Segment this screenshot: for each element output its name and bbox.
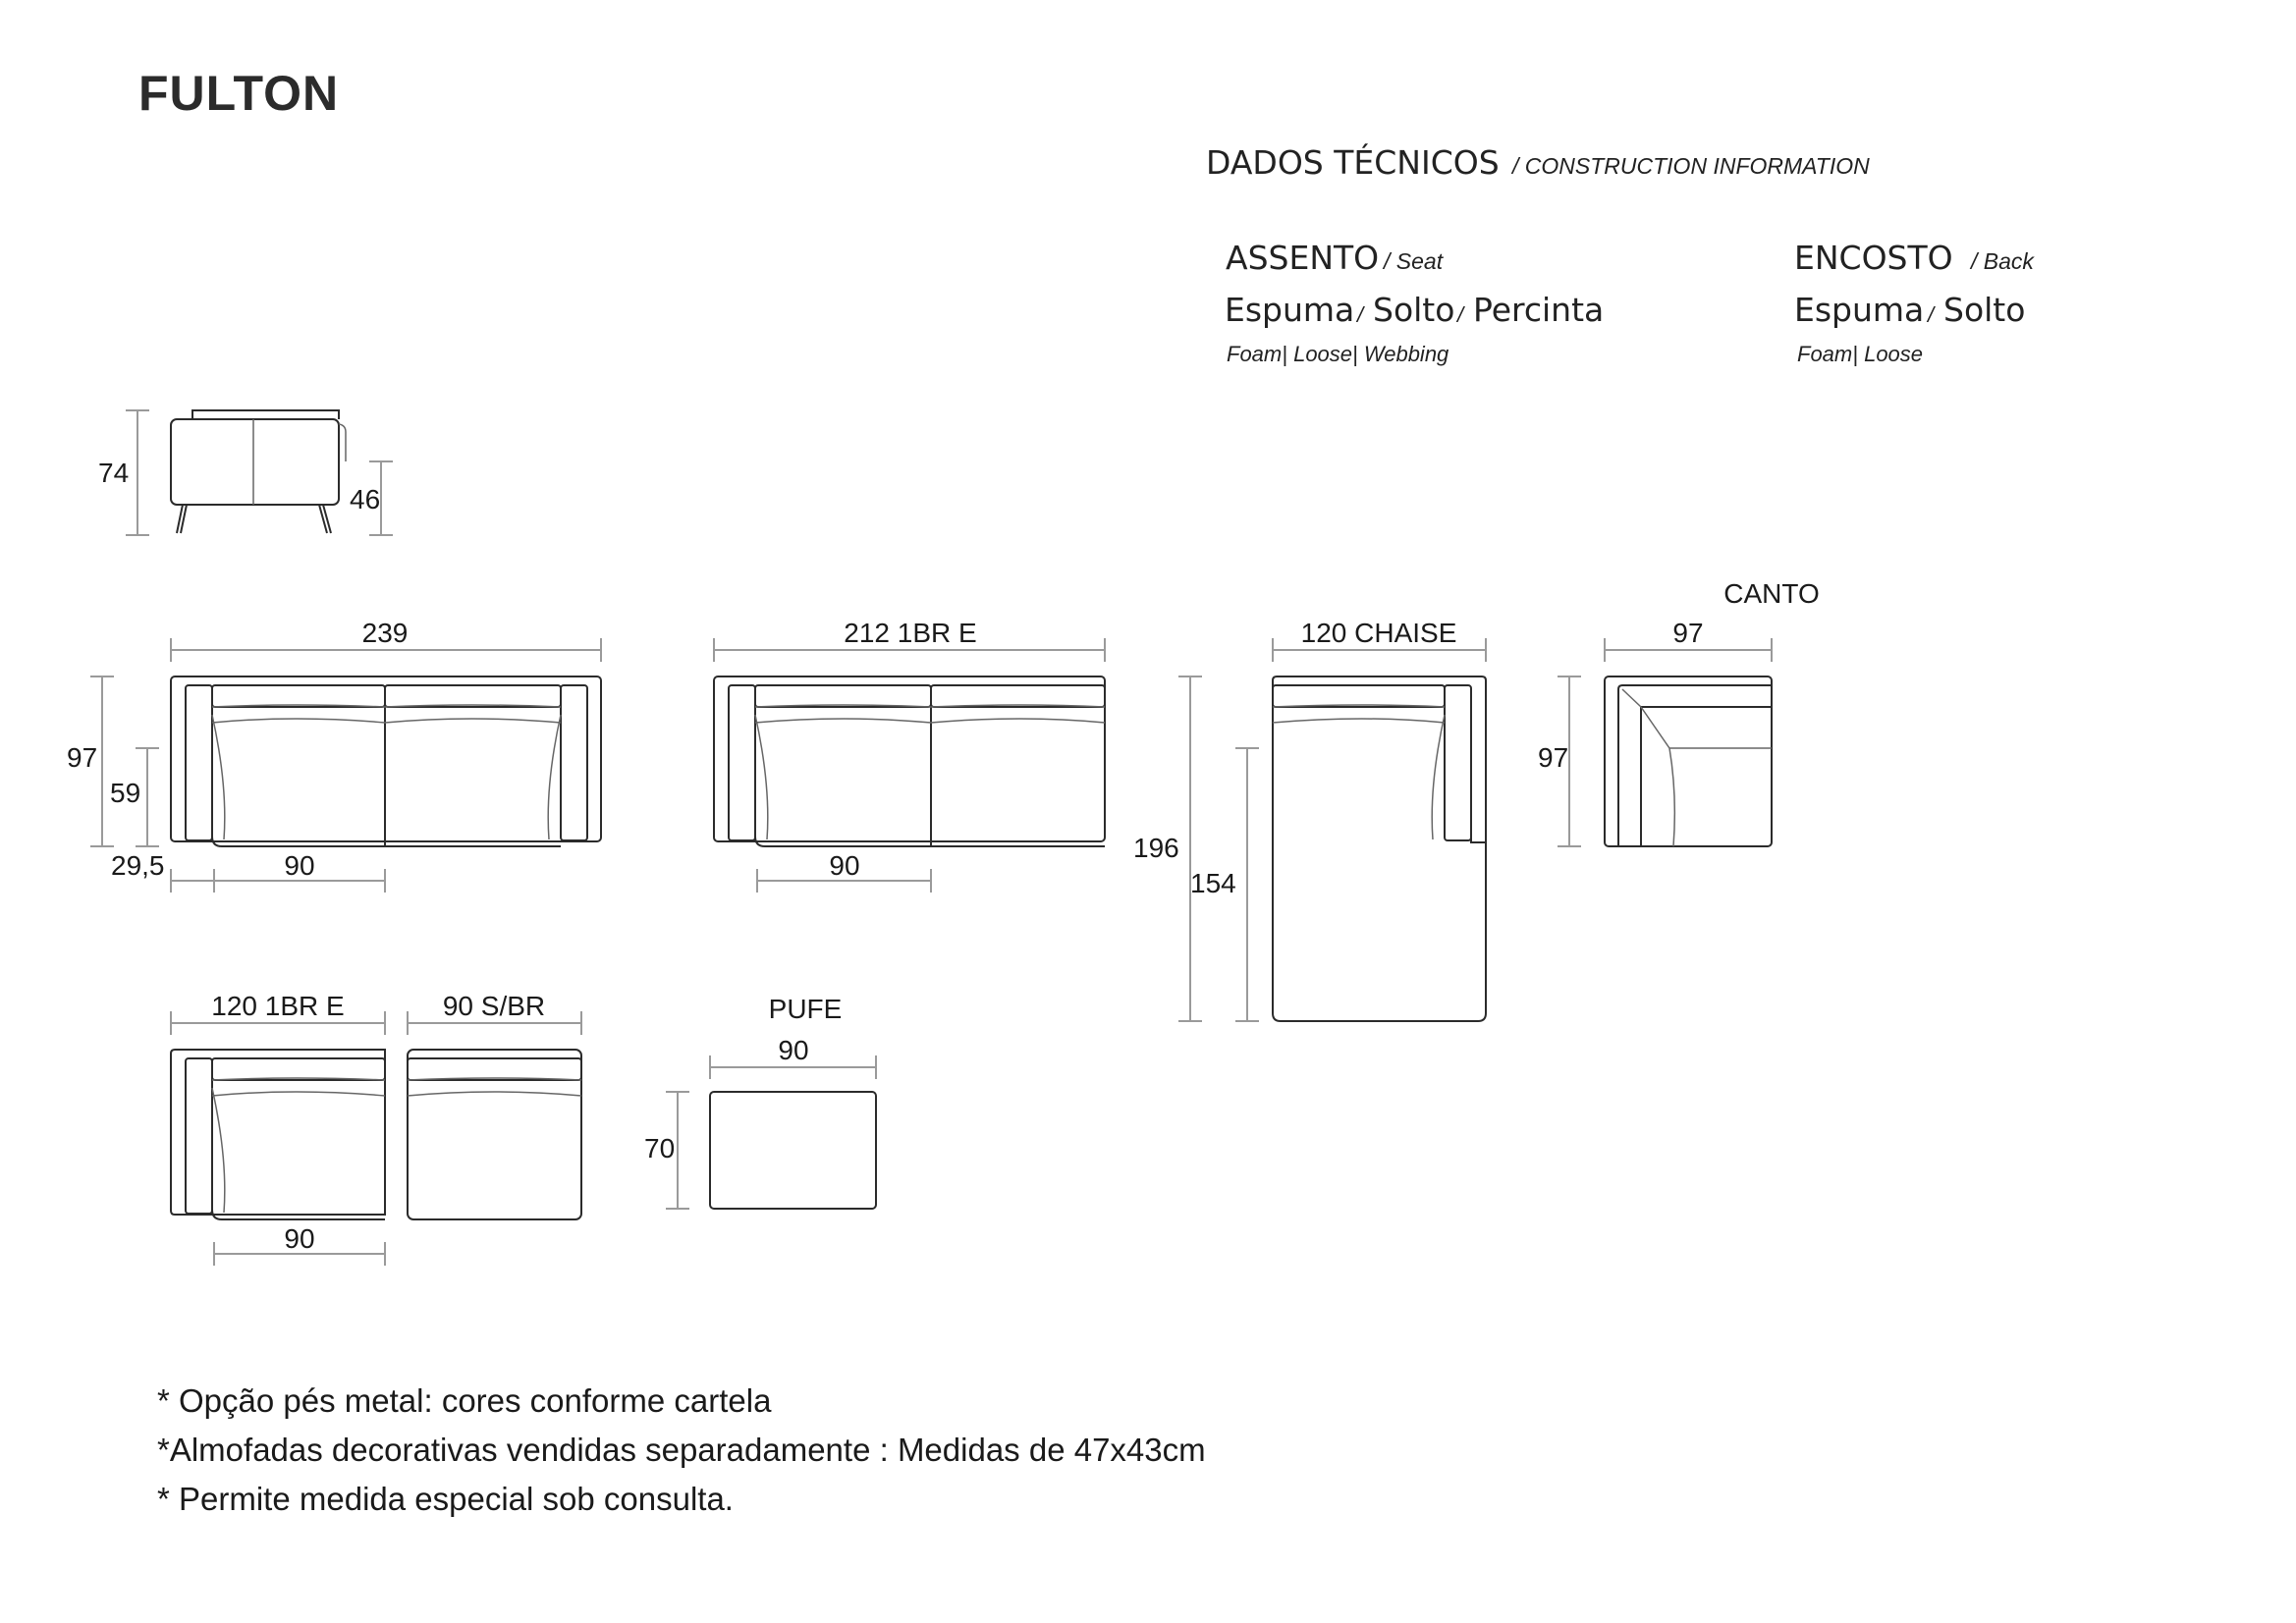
sofa-239-seat-width-label: 90	[284, 850, 315, 881]
module-120	[171, 991, 385, 1266]
sofa-239-depth-label: 97	[67, 742, 98, 773]
module-120-seat-width-label: 90	[284, 1223, 315, 1254]
seat-materials-en: Foam| Loose| Webbing	[1227, 342, 1449, 366]
back-material-en-1: Foam	[1797, 342, 1853, 366]
seat-material-en-1: Foam	[1227, 342, 1283, 366]
side-seat-height-label: 46	[350, 484, 381, 514]
module-90	[408, 991, 581, 1219]
sofa-239-arm-label: 29,5	[111, 850, 165, 881]
note-metal-feet: * Opção pés metal: cores conforme cartela	[157, 1382, 772, 1419]
seat-material-1: Espuma	[1225, 291, 1355, 329]
seat-label-en: / Seat	[1384, 248, 1444, 274]
notes-list	[157, 1377, 1206, 1524]
seat-material-en-2: Loose	[1293, 342, 1353, 366]
sofa-239-width-label: 239	[361, 618, 409, 648]
tech-heading: DADOS TÉCNICOS	[1206, 143, 1500, 182]
separator: /	[1928, 302, 1935, 327]
module-90-label: 90 S/BR	[442, 991, 546, 1021]
pouf-label: PUFE	[768, 994, 843, 1024]
sofa-212-label: 212 1BR E	[844, 618, 977, 648]
back-label-en: / Back	[1971, 248, 2034, 274]
note-cushions: *Almofadas decorativas vendidas separadamente : Medidas de 47x43cm	[157, 1432, 1206, 1468]
module-120-label: 120 1BR E	[211, 991, 345, 1021]
sofa-212	[714, 618, 1105, 893]
corner-module	[1538, 578, 1820, 846]
seat-material-3: Percinta	[1473, 291, 1605, 329]
chaise-seat-length-label: 154	[1190, 868, 1236, 898]
chaise-label: 120 CHAISE	[1300, 618, 1457, 648]
pouf-depth-label: 70	[644, 1133, 676, 1163]
corner-depth-label: 97	[1538, 742, 1569, 773]
back-material-1: Espuma	[1794, 291, 1925, 329]
corner-label: CANTO	[1723, 578, 1820, 609]
seat-material-en-3: Webbing	[1363, 342, 1449, 366]
separator: /	[1457, 302, 1464, 327]
note-special-size: * Permite medida especial sob consulta.	[157, 1481, 734, 1517]
back-label: ENCOSTO	[1794, 239, 1953, 277]
back-material-2: Solto	[1943, 291, 2026, 329]
tech-heading-en: / CONSTRUCTION INFORMATION	[1512, 153, 1870, 179]
sofa-212-seat-width-label: 90	[829, 850, 860, 881]
chaise-120	[1133, 618, 1486, 1021]
side-height-label: 74	[98, 458, 130, 488]
chaise-length-label: 196	[1133, 833, 1179, 863]
back-material-en-2: Loose	[1864, 342, 1924, 366]
seat-label: ASSENTO	[1226, 239, 1380, 277]
corner-width-label: 97	[1672, 618, 1704, 648]
side-view	[98, 410, 393, 535]
seat-material-2: Solto	[1373, 291, 1455, 329]
sofa-239-seat-depth-label: 59	[110, 778, 141, 808]
pouf	[644, 994, 876, 1209]
sofa-239	[67, 618, 601, 893]
separator: /	[1357, 302, 1364, 327]
product-title: FULTON	[138, 66, 340, 121]
pouf-width-label: 90	[778, 1035, 809, 1065]
back-materials-en: Foam| Loose	[1797, 342, 1924, 366]
